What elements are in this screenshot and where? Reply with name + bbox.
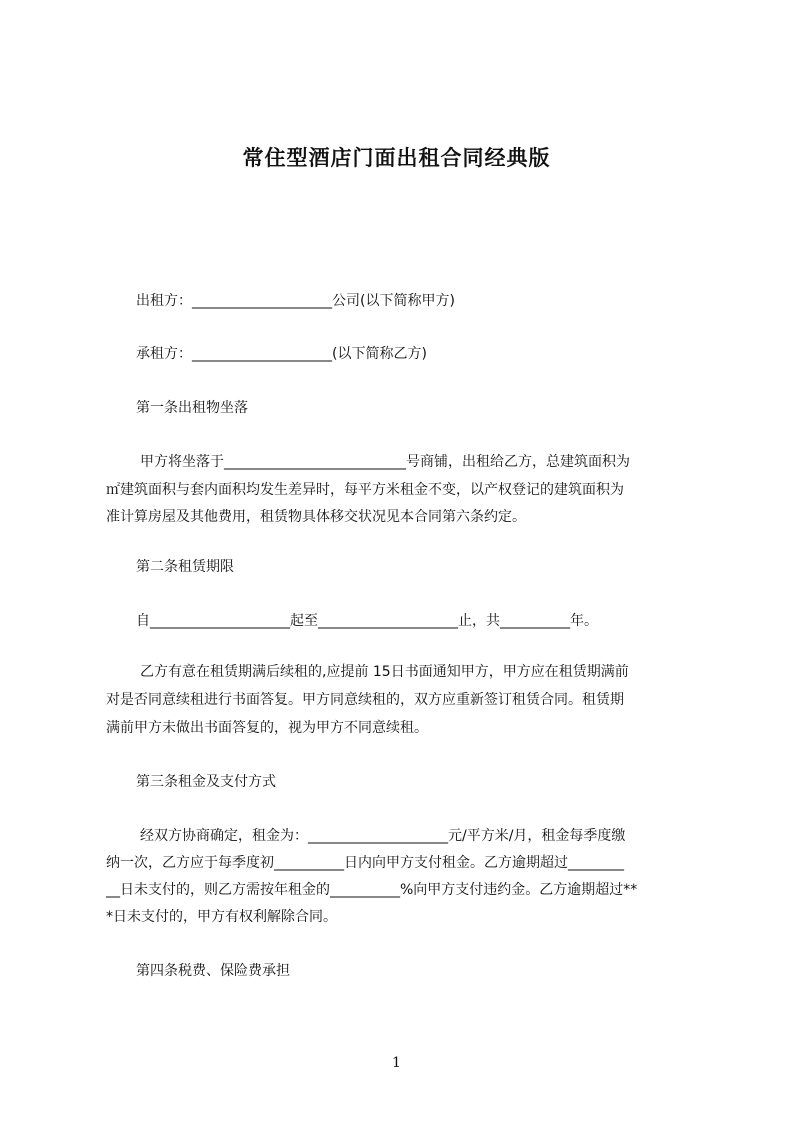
article-3-paragraph-line-3: __日未支付的，则乙方需按年租金的__________%向甲方支付违约金。乙方逾期超过** <box>106 882 638 898</box>
article-1-paragraph-line-1: 甲方将坐落于__________________________号商铺，出租给乙方，总建筑面积为 <box>140 454 630 470</box>
article-3-paragraph-line-1: 经双方协商确定，租金为：____________________元/平方米/月，租金每季度缴 <box>140 828 626 844</box>
article-2-paragraph-line-2: 对是否同意续租进行书面答复。甲方同意续租的，双方应重新签订租赁合同。租赁期 <box>106 692 624 708</box>
lessee-line: 承租方：____________________(以下简称乙方) <box>136 346 427 362</box>
article-2-paragraph-line-3: 满前甲方未做出书面答复的，视为甲方不同意续租。 <box>106 720 428 736</box>
article-4-heading: 第四条税费、保险费承担 <box>136 963 290 979</box>
article-1-paragraph-line-3: 准计算房屋及其他费用，租赁物具体移交状况见本合同第六条约定。 <box>106 509 526 525</box>
article-2-paragraph-line-1: 乙方有意在租赁期满后续租的,应提前 15日书面通知甲方，甲方应在租赁期满前 <box>140 664 629 680</box>
article-1-heading: 第一条出租物坐落 <box>136 400 248 416</box>
document-title: 常住型酒店门面出租合同经典版 <box>242 146 551 170</box>
article-3-heading: 第三条租金及支付方式 <box>136 774 276 790</box>
lessor-line: 出租方：____________________公司(以下简称甲方) <box>136 293 455 309</box>
article-3-paragraph-line-2: 纳一次，乙方应于每季度初__________日内向甲方支付租金。乙方逾期超过________ <box>106 855 624 871</box>
article-1-paragraph-line-2: ㎡建筑面积与套内面积均发生差异时，每平方米租金不变，以产权登记的建筑面积为 <box>106 482 624 498</box>
article-3-paragraph-line-4: *日未支付的，甲方有权利解除合同。 <box>106 909 337 925</box>
article-2-heading: 第二条租赁期限 <box>136 559 234 575</box>
page-number: 1 <box>392 1055 401 1071</box>
lease-term-line: 自____________________起至____________________止，共__________年。 <box>136 613 598 629</box>
